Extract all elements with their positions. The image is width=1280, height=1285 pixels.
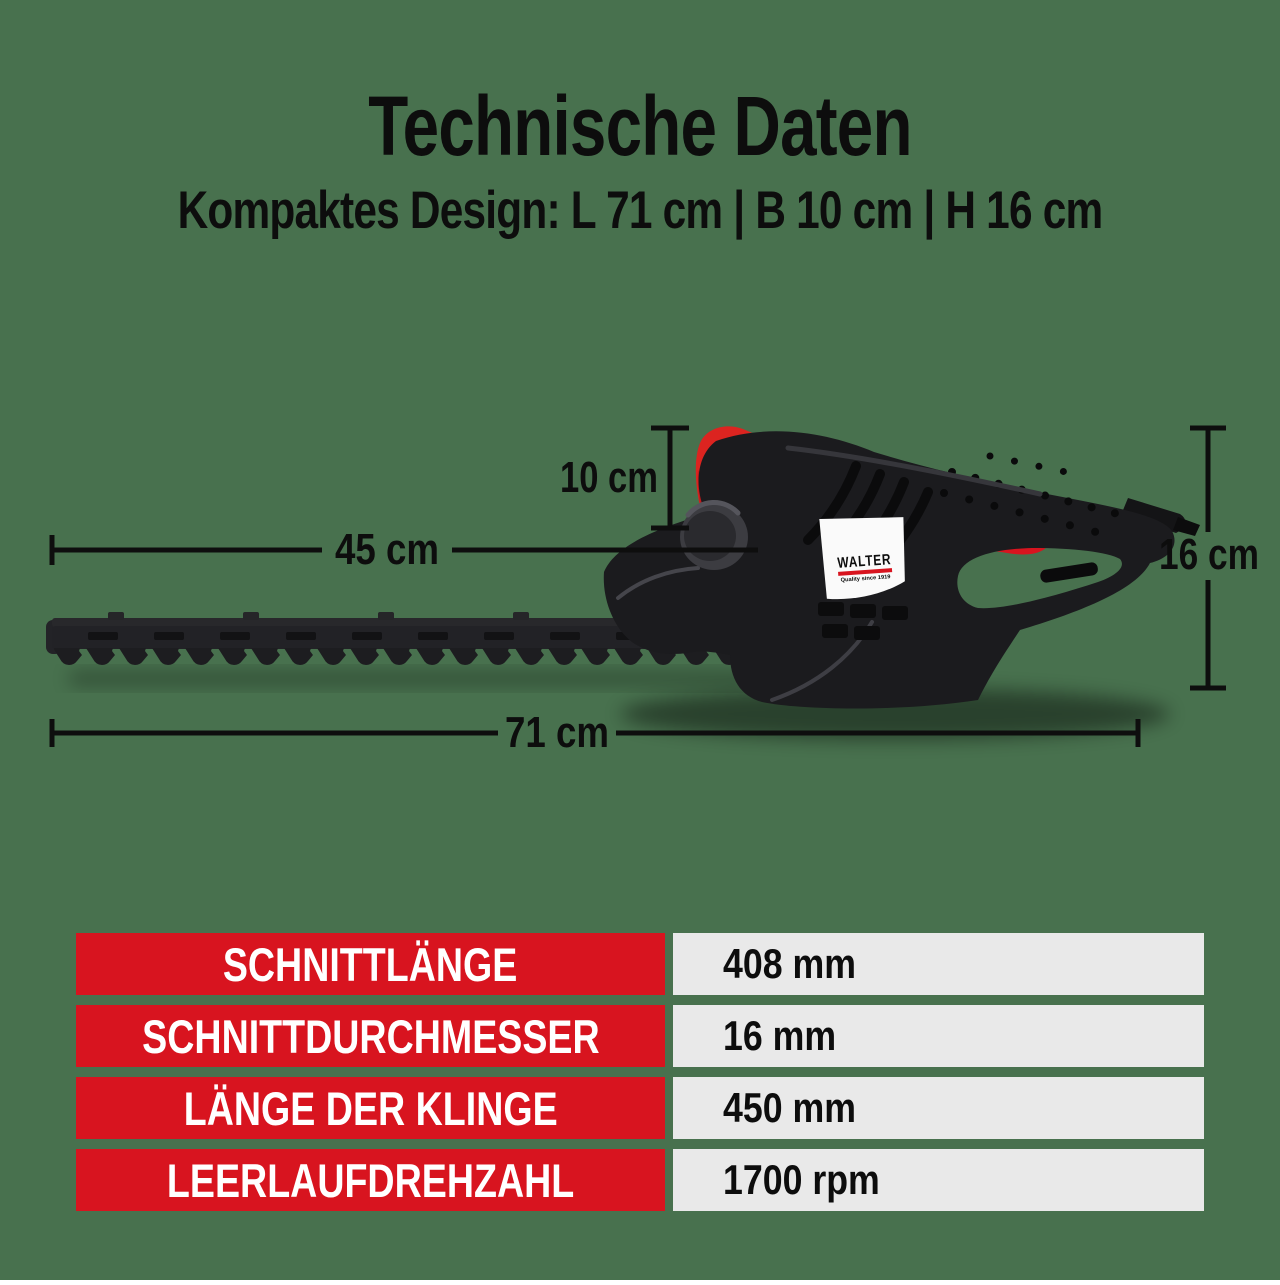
spec-value: 450 mm xyxy=(723,1084,856,1131)
spec-label: LÄNGE DER KLINGE xyxy=(183,1081,558,1135)
spec-value-cell xyxy=(673,933,1204,995)
table-row xyxy=(76,933,1204,995)
spec-value-cell xyxy=(673,1077,1204,1139)
strut-latch xyxy=(1039,562,1098,584)
front-knob xyxy=(680,503,748,570)
table-row xyxy=(76,1149,1204,1211)
dim-total-length-label: 71 cm xyxy=(505,708,609,757)
dim-body-height-label: 16 cm xyxy=(1159,530,1259,579)
spec-value-cell xyxy=(673,1005,1204,1067)
cell-gap xyxy=(665,933,673,995)
cell-gap xyxy=(665,1005,673,1067)
spec-label: SCHNITTDURCHMESSER xyxy=(141,1009,600,1063)
page-title: Technische Daten xyxy=(368,79,912,173)
cell-gap xyxy=(665,1077,673,1139)
table-row xyxy=(76,1005,1204,1067)
shadow xyxy=(70,672,1170,740)
spec-value-cell xyxy=(673,1149,1204,1211)
dim-handle-height-label: 10 cm xyxy=(560,453,658,502)
table-row xyxy=(76,1077,1204,1139)
brand-tagline: Quality since 1919 xyxy=(840,574,889,584)
spec-label-cell xyxy=(76,1149,665,1211)
spec-label-cell xyxy=(76,1005,665,1067)
spec-label-cell xyxy=(76,933,665,995)
cell-gap xyxy=(665,1149,673,1211)
spec-label-cell xyxy=(76,1077,665,1139)
spec-label: LEERLAUFDREHZAHL xyxy=(166,1153,575,1207)
spec-value: 16 mm xyxy=(723,1012,837,1059)
brand-name: WALTER xyxy=(836,550,907,572)
spec-value: 1700 rpm xyxy=(723,1156,880,1203)
dim-blade-length-label: 45 cm xyxy=(335,525,439,574)
spec-table xyxy=(76,933,1204,1221)
page-subtitle: Kompaktes Design: L 71 cm | B 10 cm | H 16 cm xyxy=(177,181,1103,240)
spec-value: 408 mm xyxy=(723,940,856,987)
spec-label: SCHNITTLÄNGE xyxy=(223,937,518,991)
